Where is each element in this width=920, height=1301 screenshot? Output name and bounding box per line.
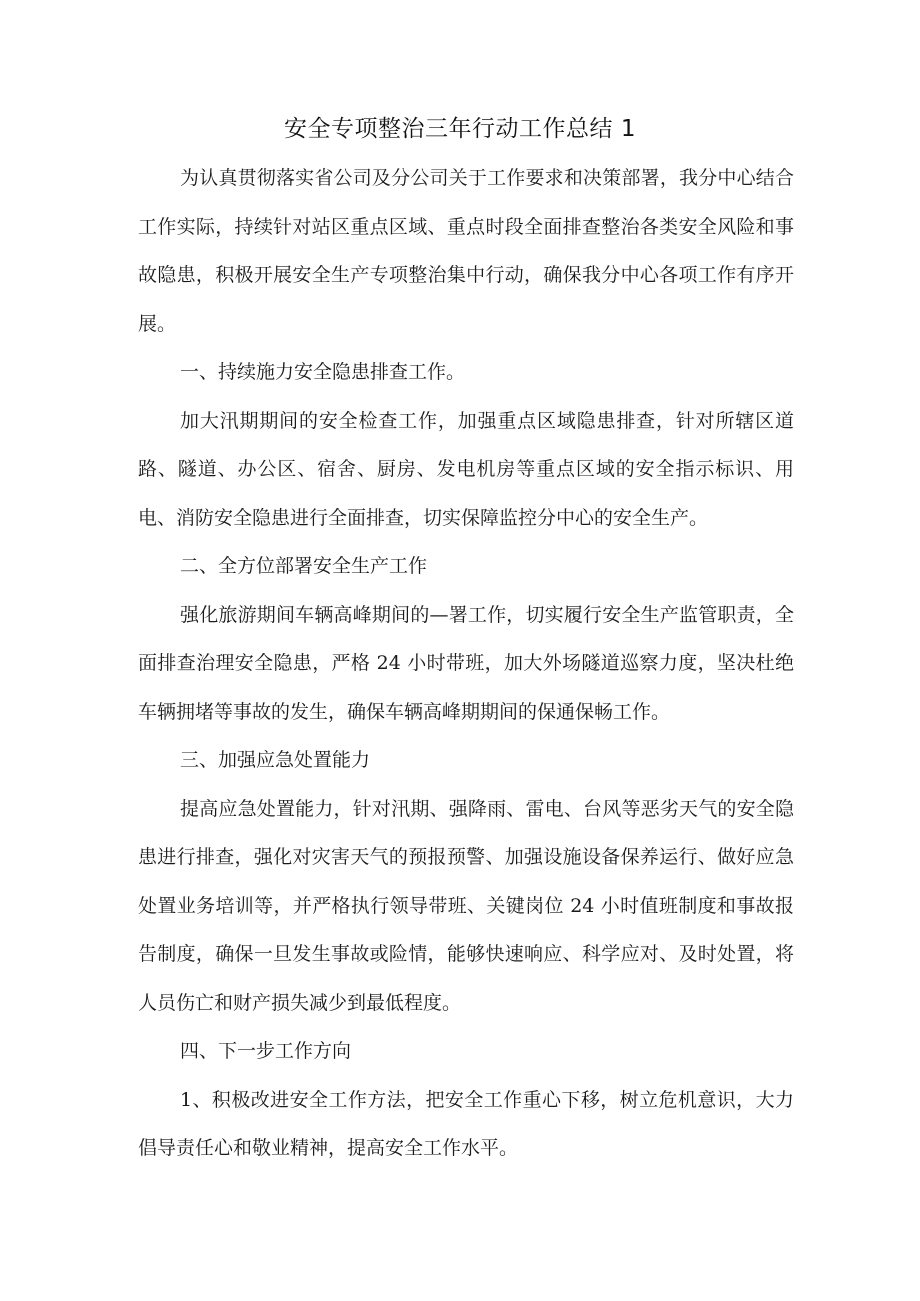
document-title: 安全专项整治三年行动工作总结 1 xyxy=(284,116,636,142)
paragraph-section-3: 提高应急处置能力，针对汛期、强降雨、雷电、台风等恶劣天气的安全隐患进行排查，强化对灾害天气的预报预警、加强设施设备保养运行、做好应急处置业务培训等，并严格执行领导带班、关键岗位 24 小时值班制度和事故报告制度，确保一旦发生事故或险情，能够快速响应、科学应对、及时处置，将人员伤亡和财产损失减少到最低程度。 xyxy=(138,797,794,1014)
section-heading-4: 四、下一步工作方向 xyxy=(180,1040,352,1062)
paragraph-section-2: 强化旅游期间车辆高峰期间的—署工作，切实履行安全生产监管职责，全面排查治理安全隐患，严格 24 小时带班，加大外场隧道巡察力度，坚决杜绝车辆拥堵等事故的发生，确保车辆高峰期期间的保通保畅工作。 xyxy=(138,603,794,723)
section-heading-2: 二、全方位部署安全生产工作 xyxy=(180,555,428,577)
section-heading-1: 一、持续施力安全隐患排查工作。 xyxy=(180,361,466,383)
paragraph-intro: 为认真贯彻落实省公司及分公司关于工作要求和决策部署，我分中心结合工作实际，持续针对站区重点区域、重点时段全面排查整治各类安全风险和事故隐患，积极开展安全生产专项整治集中行动，确保我分中心各项工作有序开展。 xyxy=(138,167,794,335)
paragraph-item-1: 1、积极改进安全工作方法，把安全工作重心下移，树立危机意识，大力倡导责任心和敬业精神，提高安全工作水平。 xyxy=(138,1088,794,1159)
document-body xyxy=(138,154,794,1173)
paragraph-section-1: 加大汛期期间的安全检查工作，加强重点区域隐患排查，针对所辖区道路、隧道、办公区、宿舍、厨房、发电机房等重点区域的安全指示标识、用电、消防安全隐患进行全面排查，切实保障监控分中心的安全生产。 xyxy=(138,409,794,529)
section-heading-3: 三、加强应急处置能力 xyxy=(180,749,371,771)
